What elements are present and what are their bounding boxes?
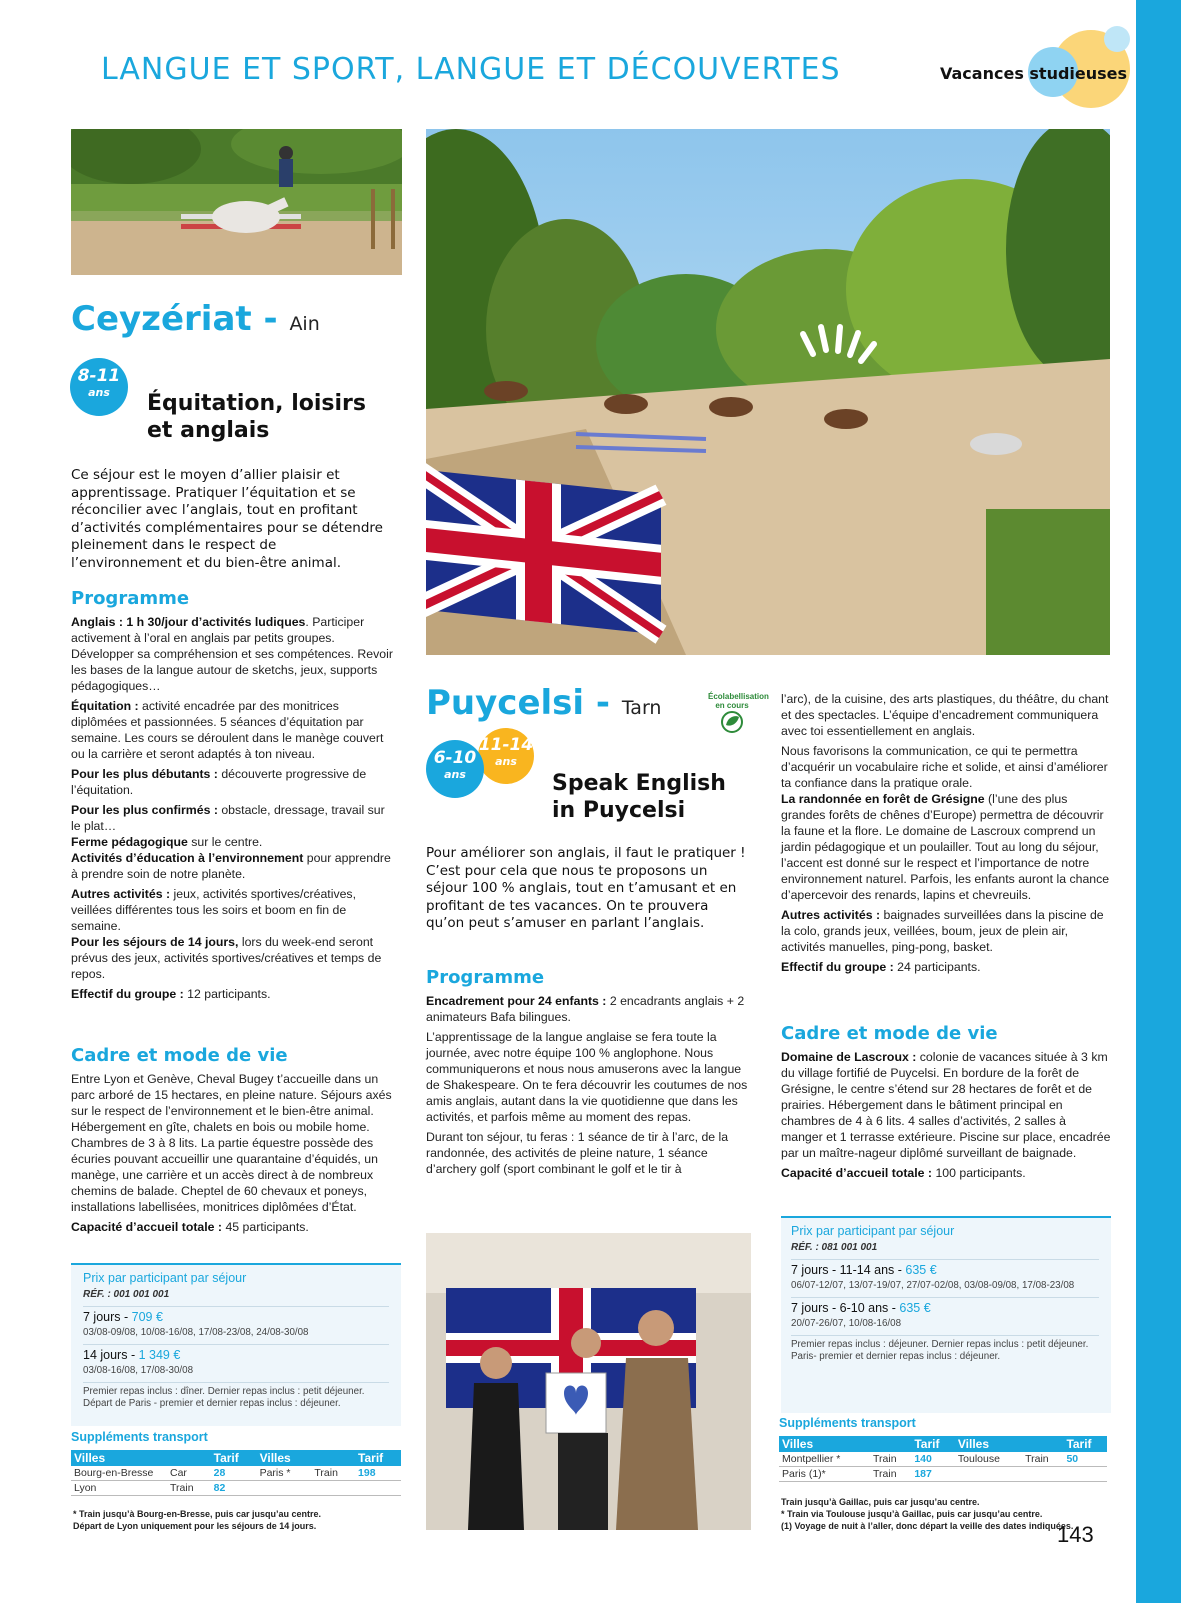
puycelsi-title: Puycelsi - Tarn — [426, 683, 662, 723]
puycelsi-department: Tarn — [621, 697, 662, 719]
leaf-icon — [718, 711, 746, 733]
price-dates: 06/07-12/07, 13/07-19/07, 27/07-02/08, 03/08-09/08, 17/08-23/08 — [791, 1280, 1075, 1291]
ceyzeriat-programme-heading: Programme — [71, 588, 190, 609]
ceyzeriat-price-box — [71, 1263, 401, 1426]
ceyzeriat-activity-title: Équitation, loisirs et anglais — [147, 391, 366, 443]
price-ref: RÉF. : 081 001 001 — [791, 1242, 878, 1253]
photo-horse-jump — [71, 129, 402, 275]
ceyzeriat-cadre-heading: Cadre et mode de vie — [71, 1045, 288, 1066]
ceyzeriat-cadre: Entre Lyon et Genève, Cheval Bugey t’accueille dans un parc arboré de 15 hectares, en pleine nature. Séjours axés sur le respect de l’environnement et le bien-être animal. Hébergement en gîte, chalets en bois ou mobile home. Chambres de 3 à 8 lits. La partie équestre possède des écuries pouvant accueillir une quarantaine d’équidés, un manège, une carrière et un accès direct à de nombreux chemins de balade. Cheptel de 60 chevaux et poneys, installations labellisées, monitrices diplômées d’État. Capacité d’accueil totale : 45 participants. — [71, 1072, 392, 1234]
age-unit: ans — [88, 386, 110, 399]
table-row: Paris (1)* Train 187 — [779, 1467, 1107, 1482]
page-header-title: LANGUE ET SPORT, LANGUE ET DÉCOUVERTES — [101, 52, 841, 87]
price-note: Premier repas inclus : déjeuner. Dernier repas inclus : petit déjeuner. — [791, 1339, 1089, 1350]
table-row: Bourg-en-Bresse Car 28 Paris * Train 198 — [71, 1466, 401, 1481]
puycelsi-right-column: l’arc), de la cuisine, des arts plastiques, du théâtre, du chant et des spectacles. L’équipe d’encadrement communiquera avec toi essentiellement en anglais. Nous favorisons la communication, ce qui te permettra d’acquérir un vocabulaire riche et solide, et ainsi d’améliorer ta confiance dans la pratique orale. La randonnée en forêt de Grésigne (l’une des plus grandes forêts de chênes d’Europe) permettra de découvrir la faune et la flore. Le domaine de Lascroux comprend un jardin pédagogique et un poulailler. Tout au long du séjour, l’accent est donné sur le respect et l’importance de notre environnement naturel. Parfois, les enfants auront la chance d’apercevoir des renards, lapins et chevreuils. Autres activités : baignades surveillées dans la piscine de la colo, grands jeux, veillées, boum, jeux de plein air, activités manuelles, ping-pong, basket. Effectif du groupe : 24 participants. — [781, 692, 1110, 974]
puycelsi-cadre: Domaine de Lascroux : colonie de vacances située à 3 km du village fortifié de Puycelsi. En bordure de la forêt de Grésigne, le centre s’étend sur 28 hectares de forêt et de prairies. Hébergement dans le bâtiment principal en chambres de 4 à 6 lits. 4 salles d’activités, 2 salles à manger et 1 terrasse extérieure. Piscine sur place, encadrée par un maître-nageur diplômé surveillant de baignade. Capacité d’accueil totale : 100 participants. — [781, 1050, 1111, 1180]
price-note: Premier repas inclus : dîner. Dernier repas inclus : petit déjeuner. Départ de Paris - premier et dernier repas inclus : déjeuner. — [83, 1382, 389, 1410]
puycelsi-cadre-heading: Cadre et mode de vie — [781, 1023, 998, 1044]
age-badge — [70, 358, 128, 416]
ceyzeriat-footnotes: * Train jusqu’à Bourg-en-Bresse, puis car jusqu’au centre. Départ de Lyon uniquement pour les séjours de 14 jours. — [73, 1509, 322, 1531]
price-line: 7 jours - 11-14 ans - 635 € — [791, 1263, 937, 1277]
photo-group-certificate — [426, 1233, 751, 1530]
category-tag: Vacances studieuses — [940, 64, 1128, 83]
puycelsi-activity-title: Speak English in Puycelsi — [552, 771, 726, 823]
puycelsi-transport-heading: Suppléments transport — [779, 1416, 916, 1430]
age-unit: ans — [444, 768, 466, 781]
price-dates: 03/08-09/08, 10/08-16/08, 17/08-23/08, 24/08-30/08 — [83, 1327, 309, 1338]
category-decor-circle — [1104, 26, 1130, 52]
puycelsi-transport-table: Villes Tarif Villes Tarif Montpellier * Train 140 Toulouse Train 50 Paris (1)* Train 187 — [779, 1436, 1107, 1482]
price-heading: Prix par participant par séjour — [791, 1224, 955, 1238]
table-row: Montpellier * Train 140 Toulouse Train 50 — [779, 1452, 1107, 1467]
ceyzeriat-transport-table: Villes Tarif Villes Tarif Bourg-en-Bresse Car 28 Paris * Train 198 Lyon Train 82 — [71, 1450, 401, 1496]
price-ref: RÉF. : 001 001 001 — [83, 1289, 170, 1300]
age-range: 11-14 — [478, 735, 534, 755]
side-color-band — [1136, 0, 1181, 1603]
ceyzeriat-intro: Ce séjour est le moyen d’allier plaisir et apprentissage. Pratiquer l’équitation et se réconcilier avec l’anglais, tout en profitant d’activités complémentaires pour se détendre pleinement dans le respect de l’environnement et du bien-être animal. — [71, 467, 383, 571]
ceyzeriat-department: Ain — [289, 313, 320, 335]
price-note: Paris- premier et dernier repas inclus : déjeuner. — [791, 1351, 1001, 1362]
age-range: 6-10 — [433, 748, 477, 768]
ceyzeriat-programme: Anglais : 1 h 30/jour d’activités ludiques. Participer activement à l’oral en anglais par petits groupes. Développer sa compréhension et ses compétences. Revoir les bases de la langue autour de sketchs, jeux, supports pédagogiques… Équitation : activité encadrée par des monitrices diplômées et passionnées. 5 séances d’équitation par semaine. Les cours se déroulent dans le manège couvert ou la carrière et seront adaptés à ton niveau. Pour les plus débutants : découverte progressive de l’équitation. Pour les plus confirmés : obstacle, dressage, travail sur le plat… Ferme pédagogique sur le centre. Activités d’éducation à l’environnement pour apprendre à prendre soin de notre planète. Autres activités : jeux, activités sportives/créatives, veillées différentes tous les soirs et boom en fin de semaine. Pour les séjours de 14 jours, lors du week-end seront prévus des jeux, activités sportives/créatives et temps de repos. Effectif du groupe : 12 participants. — [71, 615, 393, 1001]
age-badge — [478, 728, 534, 784]
age-badge — [426, 740, 484, 798]
price-line: 7 jours - 6-10 ans - 635 € — [791, 1301, 931, 1315]
price-dates: 03/08-16/08, 17/08-30/08 — [83, 1365, 194, 1376]
age-range: 8-11 — [77, 366, 121, 386]
puycelsi-programme-heading: Programme — [426, 967, 545, 988]
eco-label-text: Écolabellisation en cours — [708, 692, 769, 710]
price-line: 14 jours - 1 349 € — [83, 1348, 181, 1362]
puycelsi-intro: Pour améliorer son anglais, il faut le pratiquer ! C’est pour cela que nous te proposons un séjour 100 % anglais, tout en t’amusant et en profitant de tes vacances. On te prouvera qu’on peut s’amuser en parlant l’anglais. — [426, 845, 746, 931]
photo-arena-uk-flag — [426, 129, 1110, 655]
price-dates: 20/07-26/07, 10/08-16/08 — [791, 1318, 902, 1329]
age-unit: ans — [495, 755, 517, 768]
puycelsi-programme: Encadrement pour 24 enfants : 2 encadrants anglais + 2 animateurs Bafa bilingues. L’apprentissage de la langue anglaise se fera toute la journée, avec notre équipe 100 % anglophone. Nous communiquerons et nous nous amuserons avec la langue de Shakespeare. On te fera découvrir les coutumes de nos amis anglais, autant dans la vie quotidienne que dans les activités, et parfois même au moment des repas. Durant ton séjour, tu feras : 1 séance de tir à l’arc, de la randonnée, des activités de pleine nature, 1 séance d’archery golf (sport combinant le golf et le tir à — [426, 994, 748, 1176]
price-heading: Prix par participant par séjour — [83, 1271, 247, 1285]
ceyzeriat-transport-heading: Suppléments transport — [71, 1430, 208, 1444]
table-row: Lyon Train 82 — [71, 1481, 401, 1496]
puycelsi-price-box — [781, 1216, 1111, 1413]
price-line: 7 jours - 709 € — [83, 1310, 163, 1324]
eco-label-badge — [708, 692, 769, 733]
ceyzeriat-title: Ceyzériat - Ain — [71, 299, 320, 339]
page-number: 143 — [1057, 1522, 1094, 1547]
puycelsi-footnotes: Train jusqu’à Gaillac, puis car jusqu’au centre. * Train via Toulouse jusqu’à Gaillac, puis car jusqu’au centre. (1) Voyage de nuit à l’aller, donc départ la veille des dates indiquées. — [781, 1497, 1074, 1531]
